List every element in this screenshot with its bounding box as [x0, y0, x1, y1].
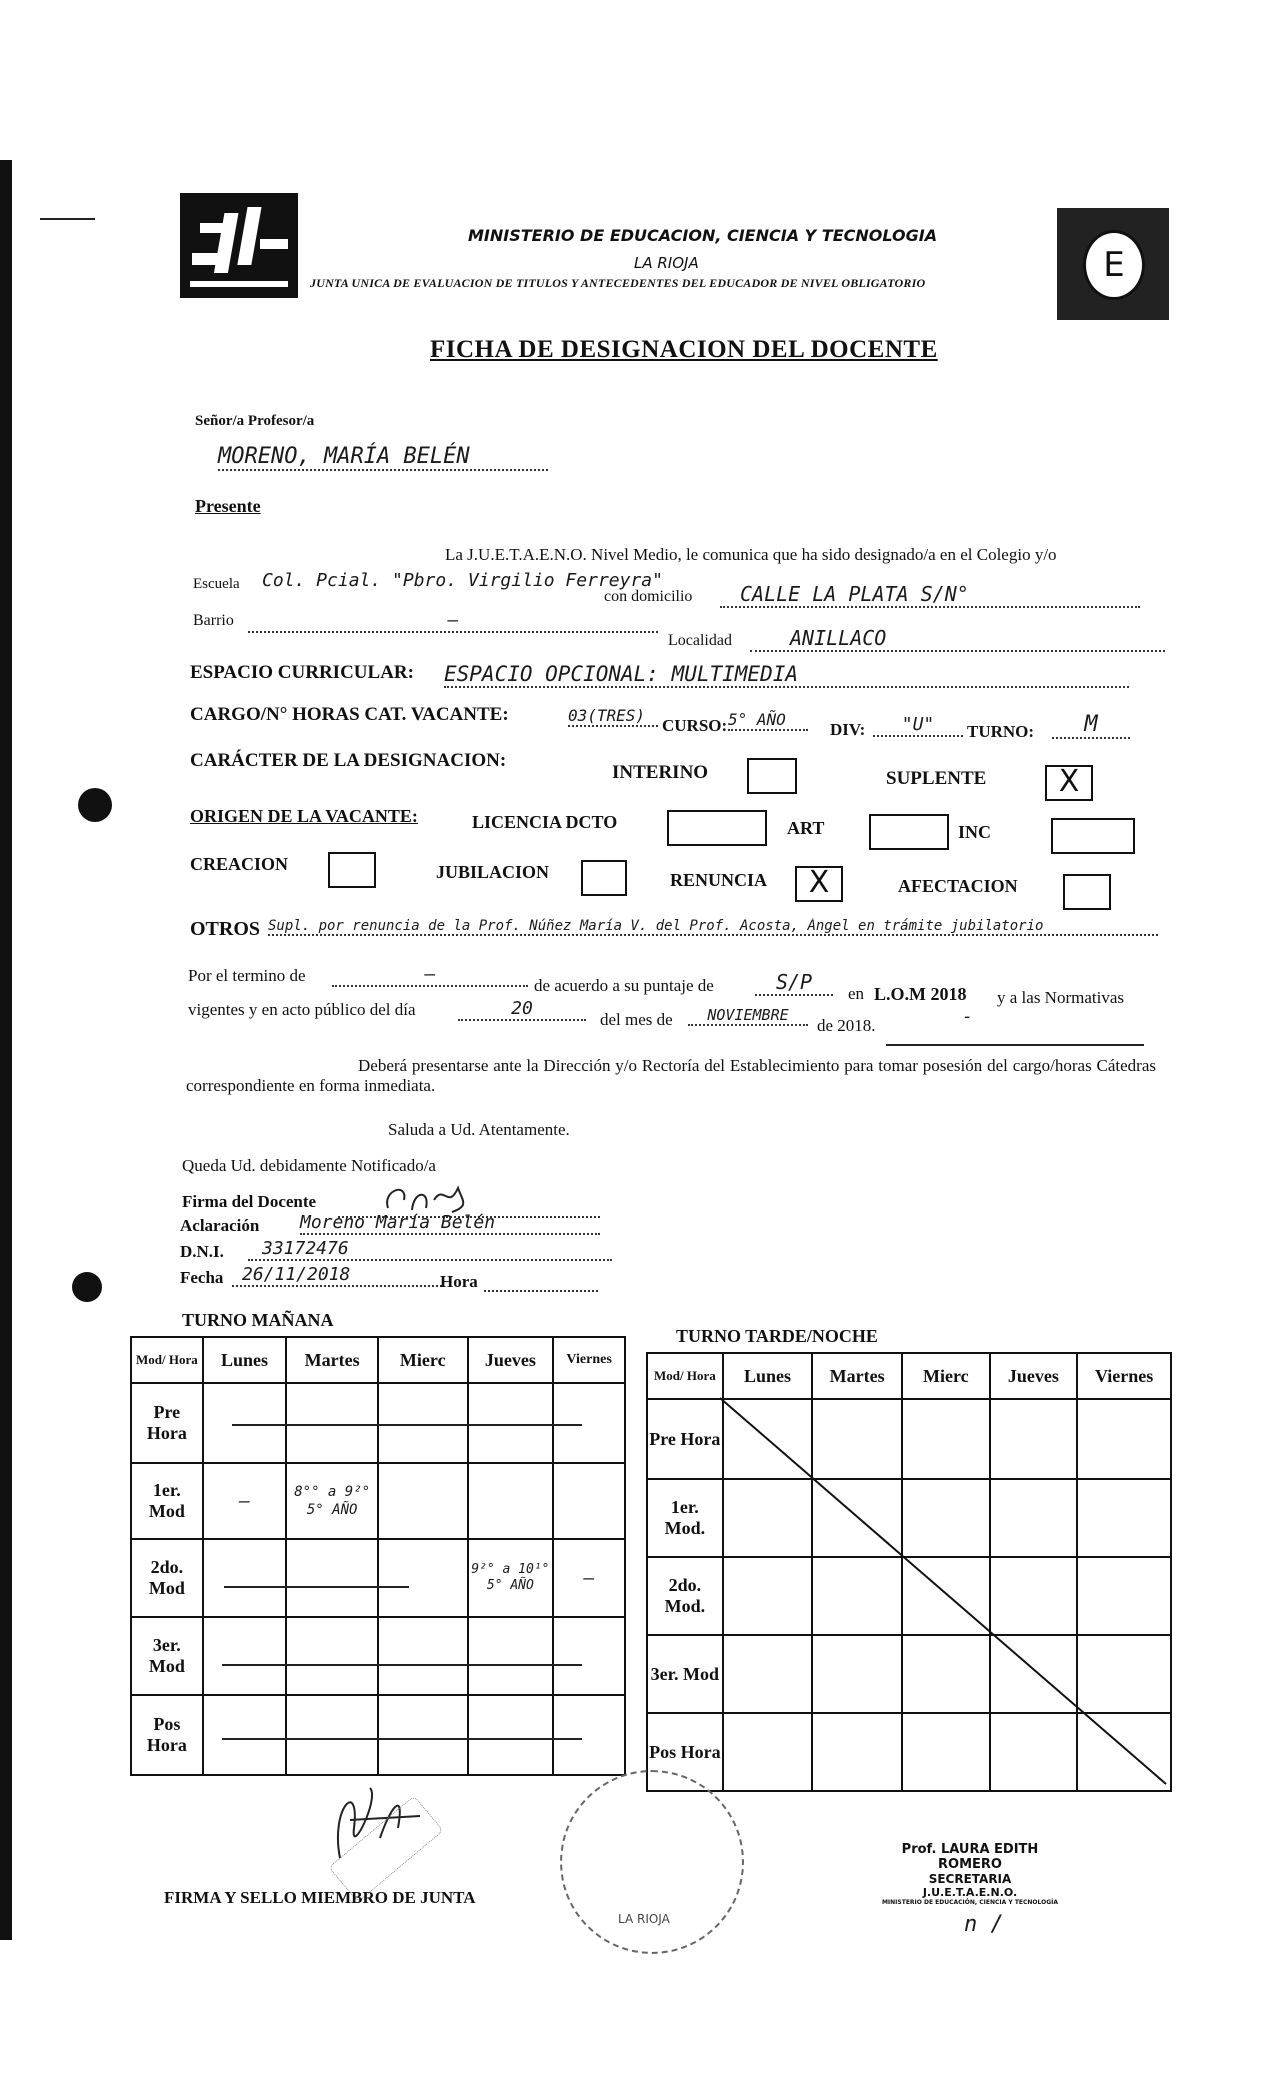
hora-label: Hora [440, 1272, 478, 1291]
tarde-day-jueves: Jueves [990, 1353, 1078, 1399]
manana-cell[interactable] [203, 1539, 287, 1617]
punch-hole-bottom [72, 1272, 102, 1302]
manana-cell[interactable] [286, 1539, 378, 1617]
turno-value: M [1052, 712, 1130, 739]
dni-value: 33172476 [248, 1238, 612, 1261]
manana-day-lunes: Lunes [203, 1337, 287, 1383]
tarde-row-pos-hora: Pos Hora [647, 1713, 723, 1791]
manana-cell[interactable] [378, 1383, 468, 1463]
manana-cell[interactable] [286, 1617, 378, 1695]
manana-cell[interactable] [286, 1695, 378, 1775]
tarde-cancel-diagonal [646, 1352, 1176, 1792]
lom-label: L.O.M 2018 [874, 984, 967, 1004]
termino-value: – [332, 964, 528, 987]
teacher-name: MORENO, MARÍA BELÉN [218, 444, 548, 471]
salutation: Señor/a Profesor/a [195, 413, 315, 429]
div-label: DIV: [830, 720, 866, 739]
intro-text: La J.U.E.T.A.E.N.O. Nivel Medio, le comunica que ha sido designado/a en el Colegio y/o [445, 545, 1057, 564]
curso-value: 5° AÑO [728, 710, 808, 731]
licencia-label: LICENCIA DCTO [472, 812, 618, 832]
espacio-value: ESPACIO OPCIONAL: MULTIMEDIA [444, 662, 1129, 688]
licencia-checkbox[interactable] [667, 810, 767, 846]
tarde-day-martes: Martes [812, 1353, 902, 1399]
cargo-label: CARGO/N° HORAS CAT. VACANTE: [190, 704, 509, 725]
suplente-check-mark: X [1058, 764, 1080, 799]
aclaracion-label: Aclaración [180, 1216, 260, 1235]
puntaje-value: S/P [755, 970, 833, 996]
turno-tarde-title: TURNO TARDE/NOCHE [676, 1326, 878, 1346]
manana-cell[interactable] [378, 1617, 468, 1695]
interino-checkbox[interactable] [747, 758, 797, 794]
renuncia-label: RENUNCIA [670, 870, 768, 890]
notificado-text: Queda Ud. debidamente Notificado/a [182, 1156, 436, 1175]
termino-text-4: y a las Normativas [997, 988, 1124, 1007]
tarde-row-pre-hora: Pre Hora [647, 1399, 723, 1479]
domicilio-value: CALLE LA PLATA S/N° [720, 582, 1140, 608]
art-label: ART [787, 818, 825, 838]
junta-name: JUNTA UNICA DE EVALUACION DE TITULOS Y ANTECEDENTES DEL EDUCADOR DE NIVEL OBLIGATORIO [310, 276, 926, 290]
manana-row-1er-mod: 1er. Mod [131, 1463, 203, 1539]
creacion-checkbox[interactable] [328, 852, 376, 888]
secretaria-name: Prof. LAURA EDITH ROMERO [901, 1842, 1039, 1872]
cargo-value: 03(TRES) [568, 706, 658, 727]
secretaria-block [870, 1842, 1070, 1906]
afectacion-label: AFECTACION [898, 876, 1018, 896]
origen-label: ORIGEN DE LA VACANTE: [190, 806, 418, 826]
posesion-text: Deberá presentarse ante la Dirección y/o Rectoría del Establecimiento para tomar posesión del cargo/horas Cátedras correspondiente en forma inmediata. [186, 1056, 1156, 1095]
fecha-value: 26/11/2018 [232, 1264, 442, 1287]
localidad-value: ANILLACO [750, 626, 1165, 652]
domicilio-label: con domicilio [604, 588, 693, 605]
manana-strike-line [224, 1586, 409, 1588]
manana-cell[interactable] [203, 1617, 287, 1695]
dni-label: D.N.I. [180, 1242, 224, 1261]
otros-value: Supl. por renuncia de la Prof. Núñez María V. del Prof. Acosta, Ángel en trámite jubilatorio [268, 918, 1158, 936]
termino-text-6: del mes de [600, 1010, 673, 1029]
tarde-day-lunes: Lunes [723, 1353, 813, 1399]
suplente-checkbox[interactable] [1045, 765, 1093, 801]
badge-letter: E [1083, 230, 1145, 300]
scan-margin-bar [0, 160, 12, 1940]
inc-label: INC [958, 822, 992, 842]
manana-cell[interactable] [553, 1695, 625, 1775]
saluda-text: Saluda a Ud. Atentamente. [388, 1120, 570, 1139]
manana-strike-line [222, 1738, 582, 1740]
manana-cell-viernes-2[interactable]: – [553, 1539, 625, 1617]
creacion-label: CREACION [190, 854, 289, 874]
manana-cell[interactable] [203, 1695, 287, 1775]
manana-cell-martes-1[interactable]: 8°° a 9²° 5° AÑO [286, 1463, 378, 1539]
suplente-label: SUPLENTE [886, 768, 987, 789]
manana-cell[interactable] [378, 1695, 468, 1775]
secretaria-ministry: MINISTERIO DE EDUCACIÓN, CIENCIA Y TECNOLOGÍA [881, 1899, 1059, 1906]
hora-field[interactable] [484, 1280, 598, 1292]
firma-sello-label: FIRMA Y SELLO MIEMBRO DE JUNTA [164, 1888, 476, 1907]
manana-cell-jueves-2[interactable]: 9²° a 10¹° 5° AÑO [468, 1539, 554, 1617]
manana-corner-header: Mod/ Hora [131, 1337, 203, 1383]
manana-day-viernes: Viernes [553, 1337, 625, 1383]
renuncia-checkbox[interactable] [795, 866, 843, 902]
espacio-label: ESPACIO CURRICULAR: [190, 662, 414, 683]
manana-cell[interactable] [286, 1383, 378, 1463]
manana-strike-line [232, 1424, 582, 1426]
manana-cell-lunes-1[interactable]: – [203, 1463, 287, 1539]
initials: n / [964, 1912, 1004, 1937]
manana-cell[interactable] [378, 1539, 468, 1617]
official-round-stamp [560, 1770, 744, 1954]
caracter-label: CARÁCTER DE LA DESIGNACION: [190, 750, 507, 771]
page-title: FICHA DE DESIGNACION DEL DOCENTE [430, 336, 938, 363]
termino-text-1: Por el termino de [188, 966, 306, 985]
localidad-label: Localidad [668, 632, 732, 649]
presente-label: Presente [195, 496, 261, 516]
fecha-label: Fecha [180, 1268, 224, 1287]
manana-cell[interactable] [553, 1383, 625, 1463]
province-name: LA RIOJA [634, 254, 699, 272]
manana-cell[interactable] [468, 1383, 554, 1463]
art-checkbox[interactable] [869, 814, 949, 850]
tarde-row-2do-mod: 2do. Mod. [647, 1557, 723, 1635]
aclaracion-value: Moreno María Belén [300, 1212, 600, 1235]
dia-value: 20 [458, 998, 586, 1021]
jubilacion-checkbox[interactable] [581, 860, 627, 896]
termino-text-5: vigentes y en acto público del día [188, 1000, 416, 1019]
manana-cell[interactable] [553, 1463, 625, 1539]
tarde-corner-header: Mod/ Hora [647, 1353, 723, 1399]
manana-cell[interactable] [468, 1463, 554, 1539]
tarde-row-1er-mod: 1er. Mod. [647, 1479, 723, 1557]
jubilacion-label: JUBILACION [436, 862, 550, 882]
otros-label: OTROS [190, 918, 261, 940]
manana-strike-line [222, 1664, 582, 1666]
manana-day-mierc: Mierc [378, 1337, 468, 1383]
termino-tail-value: - [962, 1006, 973, 1027]
manana-row-2do-mod: 2do. Mod [131, 1539, 203, 1617]
div-value: "U" [873, 714, 963, 737]
barrio-value: – [248, 610, 658, 633]
escuela-label: Escuela [193, 576, 240, 592]
manana-cell[interactable] [553, 1617, 625, 1695]
tarde-day-viernes: Viernes [1077, 1353, 1171, 1399]
manana-cell[interactable] [468, 1617, 554, 1695]
termino-underline [886, 1044, 1144, 1046]
turno-manana-title: TURNO MAÑANA [182, 1310, 334, 1330]
ministry-logo [180, 193, 298, 298]
secretaria-role: SECRETARIA [928, 1872, 1012, 1886]
termino-text-2: de acuerdo a su puntaje de [534, 976, 714, 995]
mes-value: NOVIEMBRE [688, 1006, 808, 1026]
interino-label: INTERINO [612, 762, 709, 783]
termino-text-3: en [848, 984, 865, 1003]
stamp-text: LA RIOJA [618, 1912, 670, 1926]
ministry-name: MINISTERIO DE EDUCACION, CIENCIA Y TECNOLOGIA [468, 226, 938, 245]
secretaria-org: J.U.E.T.A.E.N.O. [922, 1886, 1018, 1899]
manana-cell[interactable] [468, 1695, 554, 1775]
manana-day-jueves: Jueves [468, 1337, 554, 1383]
escuela-value: Col. Pcial. "Pbro. Virgilio Ferreyra" [262, 570, 663, 591]
turno-manana-table [130, 1336, 626, 1776]
tarde-day-mierc: Mierc [902, 1353, 990, 1399]
badge-e [1057, 208, 1169, 320]
manana-row-pos-hora: Pos Hora [131, 1695, 203, 1775]
curso-label: CURSO: [662, 716, 728, 735]
tarde-row-3er-mod: 3er. Mod [647, 1635, 723, 1713]
inc-checkbox[interactable] [1051, 818, 1135, 854]
manana-day-martes: Martes [286, 1337, 378, 1383]
manana-row-3er-mod: 3er. Mod [131, 1617, 203, 1695]
firma-docente-label: Firma del Docente [182, 1192, 317, 1211]
manana-cell[interactable] [203, 1383, 287, 1463]
manana-row-pre-hora: Pre Hora [131, 1383, 203, 1463]
afectacion-checkbox[interactable] [1063, 874, 1111, 910]
renuncia-check-mark: X [808, 865, 830, 900]
punch-hole-top [78, 788, 112, 822]
manana-cell[interactable] [378, 1463, 468, 1539]
barrio-label: Barrio [193, 612, 234, 629]
termino-text-7: de 2018. [817, 1016, 876, 1035]
scan-mark [40, 218, 95, 220]
turno-label: TURNO: [967, 722, 1035, 741]
